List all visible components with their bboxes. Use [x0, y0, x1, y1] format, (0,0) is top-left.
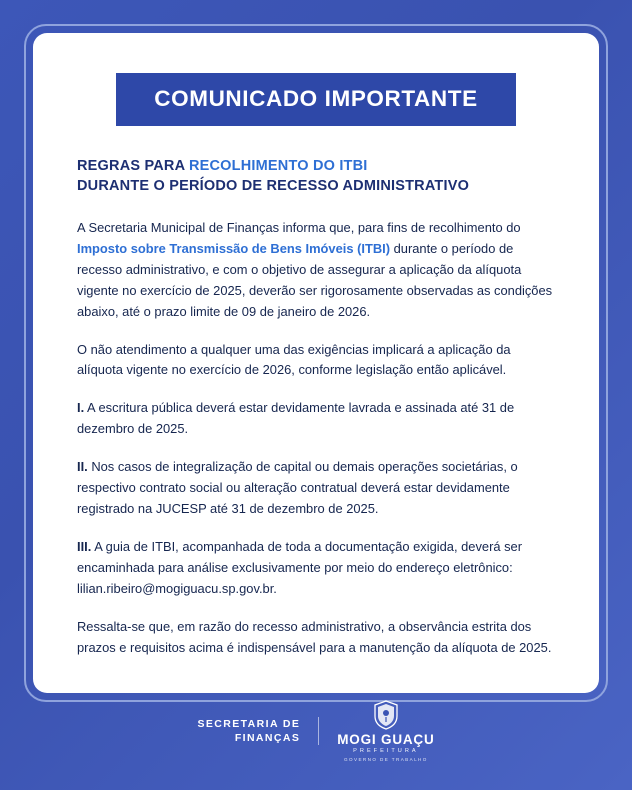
page-subtitle	[77, 156, 555, 196]
city-name: MOGI GUAÇU	[337, 731, 435, 747]
banner-title: COMUNICADO IMPORTANTE	[116, 73, 516, 126]
city-subtitle: PREFEITURA	[353, 748, 419, 755]
item-1-numeral: I.	[77, 400, 85, 416]
item-1-text: A escritura pública deverá estar devidamente lavrada e assinada até 31 de dezembro de 2025.	[77, 400, 515, 437]
paragraph-item-2	[77, 457, 555, 520]
footer-city-logo	[319, 700, 434, 763]
footer	[0, 698, 632, 764]
content-area	[33, 33, 599, 693]
paragraph-1-part-a: A Secretaria Municipal de Finanças informa que, para fins de recolhimento do	[77, 220, 521, 235]
paragraph-item-1	[77, 398, 555, 440]
footer-secretaria-line2: FINANÇAS	[234, 732, 301, 744]
paragraph-1-part-b: durante o período de recesso administrativo, e com o objetivo de assegurar a aplicação da alíquota vigente no exercício de 2025, deverão ser rigorosamente observadas as condições abaixo, até o prazo limite de 09 de janeiro de 2026.	[77, 240, 553, 319]
paragraph-closing: Ressalta-se que, em razão do recesso administrativo, a observância estrita dos prazos e requisitos acima é indispensável para a manutenção da alíquota de 2025.	[77, 618, 552, 655]
item-2-text: Nos casos de integralização de capital ou demais operações societárias, o respectivo contrato social ou alteração contratual deverá estar devidamente registrado na JUCESP até 31 de dezembro de 2025.	[77, 459, 518, 516]
item-3-numeral: III.	[77, 538, 92, 554]
subtitle-line2: DURANTE O PERÍODO DE RECESSO ADMINISTRATIVO	[77, 178, 470, 194]
item-2-numeral: II.	[77, 459, 88, 475]
subtitle-line1-prefix: REGRAS PARA	[77, 158, 189, 174]
item-3-text: A guia de ITBI, acompanhada de toda a documentação exigida, deverá ser encaminhada para análise exclusivamente por meio do endereço eletrônico: lilian.ribeiro@mogiguacu.sp.gov.br.	[77, 538, 523, 596]
paragraph-item-3	[77, 537, 555, 600]
footer-secretaria-line1: SECRETARIA DE	[197, 717, 301, 730]
footer-secretaria	[197, 717, 319, 745]
coat-of-arms-icon	[373, 700, 399, 730]
paragraph-1	[77, 218, 555, 323]
subtitle-highlight: RECOLHIMENTO DO ITBI	[188, 158, 368, 174]
paragraph-2: O não atendimento a qualquer uma das exigências implicará a aplicação da alíquota vigente no exercício de 2026, conforme legislação então aplicável.	[77, 341, 511, 378]
city-gov-tagline: GOVERNO DE TRABALHO	[344, 757, 428, 763]
paragraph-1-highlight: Imposto sobre Transmissão de Bens Imóveis (ITBI)	[77, 240, 391, 256]
